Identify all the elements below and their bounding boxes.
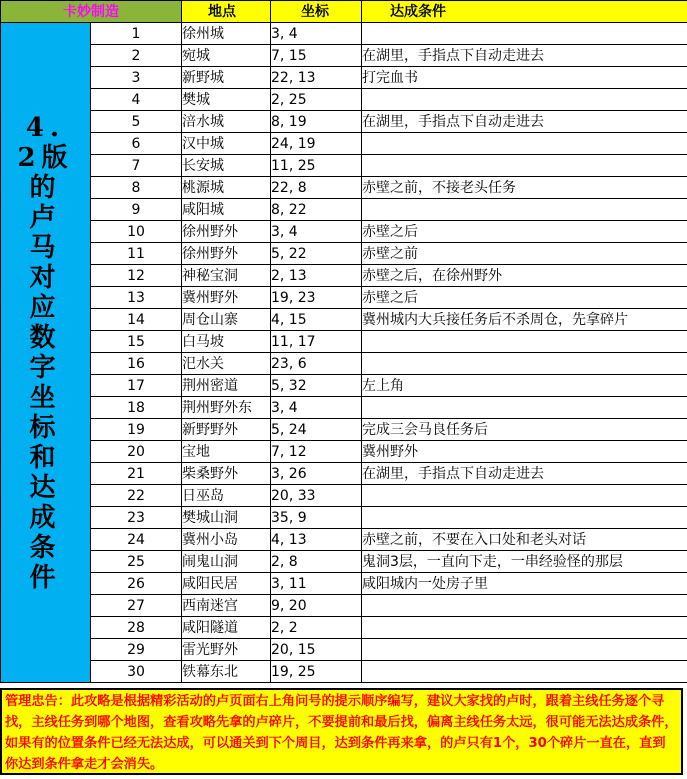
place-cell: 闹鬼山洞 xyxy=(182,551,271,573)
table-row xyxy=(1,309,687,331)
place-cell: 樊城 xyxy=(182,89,271,111)
condition-cell: 鬼洞3层，一直向下走，一串经验怪的那层 xyxy=(362,551,687,573)
coord-cell: 19, 23 xyxy=(271,287,362,309)
row-number: 18 xyxy=(91,397,182,419)
coord-cell: 8, 19 xyxy=(271,111,362,133)
row-number: 20 xyxy=(91,441,182,463)
condition-cell xyxy=(362,397,687,419)
table-row xyxy=(1,133,687,155)
table-row xyxy=(1,661,687,683)
place-cell: 徐州野外 xyxy=(182,243,271,265)
table-row xyxy=(1,67,687,89)
place-cell: 徐州野外 xyxy=(182,221,271,243)
coord-cell: 11, 17 xyxy=(271,331,362,353)
row-number: 22 xyxy=(91,485,182,507)
row-number: 12 xyxy=(91,265,182,287)
row-number: 5 xyxy=(91,111,182,133)
table-row xyxy=(1,111,687,133)
row-number: 21 xyxy=(91,463,182,485)
table-row xyxy=(1,265,687,287)
row-number: 3 xyxy=(91,67,182,89)
place-cell: 樊城山洞 xyxy=(182,507,271,529)
place-cell: 柴桑野外 xyxy=(182,463,271,485)
row-number: 4 xyxy=(91,89,182,111)
coord-cell: 2, 2 xyxy=(271,617,362,639)
row-number: 9 xyxy=(91,199,182,221)
table-row xyxy=(1,221,687,243)
table-row xyxy=(1,155,687,177)
table-row xyxy=(1,177,687,199)
place-cell: 雷光野外 xyxy=(182,639,271,661)
condition-cell: 在湖里，手指点下自动走进去 xyxy=(362,463,687,485)
row-number: 6 xyxy=(91,133,182,155)
row-number: 7 xyxy=(91,155,182,177)
condition-cell: 打完血书 xyxy=(362,67,687,89)
coord-cell: 8, 22 xyxy=(271,199,362,221)
condition-cell: 在湖里，手指点下自动走进去 xyxy=(362,45,687,67)
row-number: 2 xyxy=(91,45,182,67)
row-number: 28 xyxy=(91,617,182,639)
table-row xyxy=(1,551,687,573)
place-cell: 桃源城 xyxy=(182,177,271,199)
table-row xyxy=(1,397,687,419)
row-number: 30 xyxy=(91,661,182,683)
row-number: 16 xyxy=(91,353,182,375)
condition-cell xyxy=(362,507,687,529)
table-row xyxy=(1,331,687,353)
coord-cell: 2, 13 xyxy=(271,265,362,287)
table-row xyxy=(1,375,687,397)
place-cell: 新野城 xyxy=(182,67,271,89)
place-cell: 咸阳城 xyxy=(182,199,271,221)
row-number: 1 xyxy=(91,23,182,45)
column-header-coord: 坐标 xyxy=(271,1,362,23)
coord-cell: 7, 15 xyxy=(271,45,362,67)
condition-cell: 赤壁之前，不接老头任务 xyxy=(362,177,687,199)
coord-cell: 4, 15 xyxy=(271,309,362,331)
condition-cell: 赤壁之前，不要在入口处和老头对话 xyxy=(362,529,687,551)
table-row xyxy=(1,353,687,375)
coord-cell: 20, 33 xyxy=(271,485,362,507)
place-cell: 西南迷宫 xyxy=(182,595,271,617)
header-row xyxy=(1,1,687,23)
maker-credit: 卡妙制造 xyxy=(1,1,182,23)
table-row xyxy=(1,595,687,617)
condition-cell: 完成三会马良任务后 xyxy=(362,419,687,441)
place-cell: 冀州小岛 xyxy=(182,529,271,551)
table-row xyxy=(1,287,687,309)
table-row xyxy=(1,463,687,485)
table-row xyxy=(1,485,687,507)
place-cell: 汉中城 xyxy=(182,133,271,155)
coord-cell: 5, 32 xyxy=(271,375,362,397)
place-cell: 荆州野外东 xyxy=(182,397,271,419)
condition-cell xyxy=(362,331,687,353)
place-cell: 荆州密道 xyxy=(182,375,271,397)
condition-cell xyxy=(362,595,687,617)
coord-cell: 20, 15 xyxy=(271,639,362,661)
row-number: 10 xyxy=(91,221,182,243)
table-row xyxy=(1,243,687,265)
coord-cell: 22, 13 xyxy=(271,67,362,89)
side-title: 4.2版的卢马对应数字坐标和达成条件 xyxy=(17,112,74,593)
condition-cell xyxy=(362,617,687,639)
condition-cell: 冀州城内大兵接任务后不杀周仓，先拿碎片 xyxy=(362,309,687,331)
condition-cell xyxy=(362,155,687,177)
condition-cell xyxy=(362,661,687,683)
management-notice: 管理忠告：此攻略是根据精彩活动的卢页面右上角问号的提示顺序编写，建议大家找的卢时，跟着主线任务逐个寻找，主线任务到哪个地图，查看攻略先拿的卢碎片，不要提前和最后找，偏离主线任务太远，很可能无法达成条件，如果有的位置条件已经无法达成，可以通关到下个周目，达到条件再来拿，的卢只有1个，30个碎片一直在，直到你达到条件拿走才会消失。 xyxy=(0,688,683,775)
condition-cell: 左上角 xyxy=(362,375,687,397)
condition-cell xyxy=(362,89,687,111)
coord-cell: 23, 6 xyxy=(271,353,362,375)
coord-cell: 7, 12 xyxy=(271,441,362,463)
place-cell: 宝地 xyxy=(182,441,271,463)
place-cell: 白马坡 xyxy=(182,331,271,353)
table-row xyxy=(1,419,687,441)
table-row xyxy=(1,441,687,463)
row-number: 15 xyxy=(91,331,182,353)
row-number: 25 xyxy=(91,551,182,573)
condition-cell: 咸阳城内一处房子里 xyxy=(362,573,687,595)
place-cell: 咸阳民居 xyxy=(182,573,271,595)
table-row xyxy=(1,23,687,45)
coord-cell: 22, 8 xyxy=(271,177,362,199)
coord-cell: 5, 22 xyxy=(271,243,362,265)
place-cell: 日巫岛 xyxy=(182,485,271,507)
coord-cell: 3, 26 xyxy=(271,463,362,485)
coord-cell: 3, 11 xyxy=(271,573,362,595)
place-cell: 铁幕东北 xyxy=(182,661,271,683)
place-cell: 神秘宝洞 xyxy=(182,265,271,287)
row-number: 29 xyxy=(91,639,182,661)
coord-cell: 3, 4 xyxy=(271,221,362,243)
coord-cell: 24, 19 xyxy=(271,133,362,155)
table-row xyxy=(1,507,687,529)
row-number: 17 xyxy=(91,375,182,397)
row-number: 8 xyxy=(91,177,182,199)
place-cell: 徐州城 xyxy=(182,23,271,45)
coord-cell: 4, 13 xyxy=(271,529,362,551)
table-row xyxy=(1,199,687,221)
row-number: 19 xyxy=(91,419,182,441)
coord-cell: 19, 25 xyxy=(271,661,362,683)
row-number: 14 xyxy=(91,309,182,331)
coord-cell: 2, 8 xyxy=(271,551,362,573)
table-row xyxy=(1,617,687,639)
condition-cell: 赤壁之后 xyxy=(362,287,687,309)
column-header-place: 地点 xyxy=(182,1,271,23)
coord-cell: 35, 9 xyxy=(271,507,362,529)
row-number: 11 xyxy=(91,243,182,265)
coord-cell: 3, 4 xyxy=(271,397,362,419)
condition-cell xyxy=(362,485,687,507)
coord-cell: 2, 25 xyxy=(271,89,362,111)
coord-cell: 11, 25 xyxy=(271,155,362,177)
table-row xyxy=(1,529,687,551)
table-row xyxy=(1,639,687,661)
row-number: 27 xyxy=(91,595,182,617)
place-cell: 长安城 xyxy=(182,155,271,177)
place-cell: 宛城 xyxy=(182,45,271,67)
coord-cell: 3, 4 xyxy=(271,23,362,45)
condition-cell: 在湖里，手指点下自动走进去 xyxy=(362,111,687,133)
place-cell: 涪水城 xyxy=(182,111,271,133)
condition-cell: 赤壁之后 xyxy=(362,221,687,243)
side-title-cell xyxy=(1,23,91,683)
condition-cell xyxy=(362,133,687,155)
table-row xyxy=(1,573,687,595)
condition-cell: 冀州野外 xyxy=(362,441,687,463)
column-header-condition: 达成条件 xyxy=(362,1,687,23)
condition-cell: 赤壁之前 xyxy=(362,243,687,265)
condition-cell xyxy=(362,639,687,661)
condition-cell xyxy=(362,353,687,375)
table-row xyxy=(1,89,687,111)
place-cell: 汜水关 xyxy=(182,353,271,375)
place-cell: 咸阳隧道 xyxy=(182,617,271,639)
condition-cell: 赤壁之后，在徐州野外 xyxy=(362,265,687,287)
coord-cell: 9, 20 xyxy=(271,595,362,617)
place-cell: 新野野外 xyxy=(182,419,271,441)
place-cell: 冀州野外 xyxy=(182,287,271,309)
table-row xyxy=(1,45,687,67)
row-number: 23 xyxy=(91,507,182,529)
coord-cell: 5, 24 xyxy=(271,419,362,441)
row-number: 13 xyxy=(91,287,182,309)
row-number: 26 xyxy=(91,573,182,595)
condition-cell xyxy=(362,199,687,221)
row-number: 24 xyxy=(91,529,182,551)
condition-cell xyxy=(362,23,687,45)
place-cell: 周仓山寨 xyxy=(182,309,271,331)
